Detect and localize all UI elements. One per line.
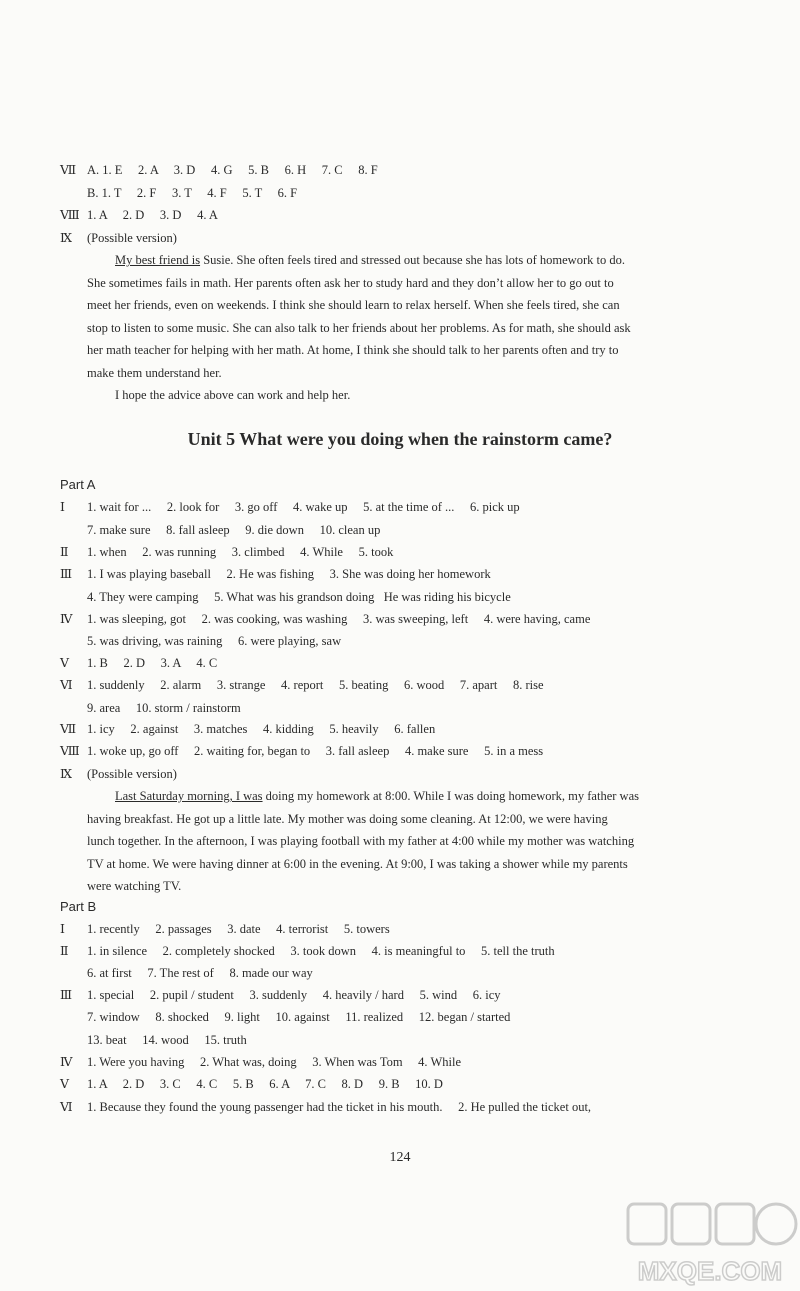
answer-line: 1. A 2. D 3. D 4. A [87,208,218,222]
section-numeral: Ⅵ [60,1100,73,1114]
answer-line: 7. make sure 8. fall asleep 9. die down 10. clean up [87,523,381,537]
answer-line: 9. area 10. storm / rainstorm [87,701,241,715]
unit-title: Unit 5 What were you doing when the rainstorm came? [187,429,613,449]
answer-line: (Possible version) [87,767,177,781]
answer-line: 4. They were camping 5. What was his grandson doing He was riding his bicycle [87,590,511,604]
answer-line: 1. special 2. pupil / student 3. suddenly 4. heavily / hard 5. wind 6. icy [87,988,501,1002]
essay-line: I hope the advice above can work and help her. [115,388,351,402]
section-numeral: Ⅰ [60,922,65,936]
underlined-phrase: My best friend is [115,253,201,267]
section-numeral: Ⅸ [60,231,73,245]
essay-line: She sometimes fails in math. Her parents often ask her to study hard and they don’t allow her to go out to [87,275,614,290]
section-numeral: Ⅳ [60,612,73,626]
essay-line: make them understand her. [87,365,222,380]
answer-line: B. 1. T 2. F 3. T 4. F 5. T 6. F [87,186,298,200]
part-b-label: Part B [60,899,97,914]
essay-line: TV at home. We were having dinner at 6:00 in the evening. At 9:00, I was taking a shower while my parents [87,856,628,871]
section-numeral: Ⅴ [60,1077,70,1091]
section-numeral: Ⅲ [60,988,73,1002]
answer-line: 1. suddenly 2. alarm 3. strange 4. report 5. beating 6. wood 7. apart 8. rise [87,678,544,692]
essay-line: lunch together. In the afternoon, I was playing football with my father at 4:00 while my mother was watching [87,834,635,848]
answer-line: 1. was sleeping, got 2. was cooking, was washing 3. was sweeping, left 4. were having, came [87,612,591,626]
essay-line: were watching TV. [87,879,182,893]
section-numeral: Ⅳ [60,1055,73,1069]
essay-paragraph-2 [87,785,707,898]
essay-paragraph-1 [87,249,707,407]
section-numeral: Ⅷ [60,744,80,758]
part-a-label: Part A [60,477,96,492]
essay-line: Susie. She often feels tired and stressed out because she has lots of homework to do. [200,253,625,267]
section-numeral: Ⅰ [60,500,65,514]
answer-line: 13. beat 14. wood 15. truth [87,1033,247,1047]
watermark-logo [620,1200,800,1290]
underlined-phrase: Last Saturday morning, I was [115,789,263,803]
answer-line: 1. icy 2. against 3. matches 4. kidding 5. heavily 6. fallen [87,722,436,736]
answer-line: 1. Because they found the young passenger had the ticket in his mouth. 2. He pulled the ticket out, [87,1100,592,1114]
answer-line: (Possible version) [87,231,177,245]
section-numeral: Ⅶ [60,722,77,736]
section-numeral: Ⅲ [60,567,73,581]
answer-line: 1. woke up, go off 2. waiting for, began to 3. fall asleep 4. make sure 5. in a mess [87,744,544,758]
answer-line: 1. A 2. D 3. C 4. C 5. B 6. A 7. C 8. D 9. B 10. D [87,1077,443,1091]
section-numeral: Ⅴ [60,656,70,670]
essay-line: her math teacher for helping with her math. At home, I think she should talk to her parents often and try to [87,343,619,357]
page-number: 124 [389,1150,411,1165]
section-numeral: Ⅷ [60,208,80,222]
section-numeral: Ⅶ [60,163,77,177]
essay-line: doing my homework at 8:00. While I was doing homework, my father was [262,789,639,803]
answer-line: 1. when 2. was running 3. climbed 4. While 5. took [87,545,394,559]
answer-line: 1. B 2. D 3. A 4. C [87,656,218,670]
answer-line: 5. was driving, was raining 6. were playing, saw [87,634,342,648]
section-numeral: Ⅸ [60,767,73,781]
answer-line: 1. in silence 2. completely shocked 3. took down 4. is meaningful to 5. tell the truth [87,944,555,958]
answer-line: 1. recently 2. passages 3. date 4. terrorist 5. towers [87,922,390,936]
section-numeral: Ⅱ [60,944,69,958]
essay-line: stop to listen to some music. She can also talk to her friends about her problems. As for math, she should ask [87,320,631,335]
section-numeral: Ⅱ [60,545,69,559]
answer-line: A. 1. E 2. A 3. D 4. G 5. B 6. H 7. C 8. F [87,163,378,177]
section-numeral: Ⅵ [60,678,73,692]
answer-line: 1. I was playing baseball 2. He was fishing 3. She was doing her homework [87,567,491,581]
answer-line: 1. Were you having 2. What was, doing 3. When was Tom 4. While [87,1055,461,1069]
essay-line: having breakfast. He got up a little late. My mother was doing some cleaning. At 12:00, we were having [87,811,608,826]
answer-line: 6. at first 7. The rest of 8. made our way [87,966,313,980]
svg-text:MXQE.COM: MXQE.COM [637,1256,783,1286]
answer-line: 7. window 8. shocked 9. light 10. against 11. realized 12. began / started [87,1010,511,1024]
essay-line: meet her friends, even on weekends. I think she should learn to relax herself. When she feels tired, she can [87,298,620,312]
answer-line: 1. wait for ... 2. look for 3. go off 4. wake up 5. at the time of ... 6. pick up [87,500,520,514]
